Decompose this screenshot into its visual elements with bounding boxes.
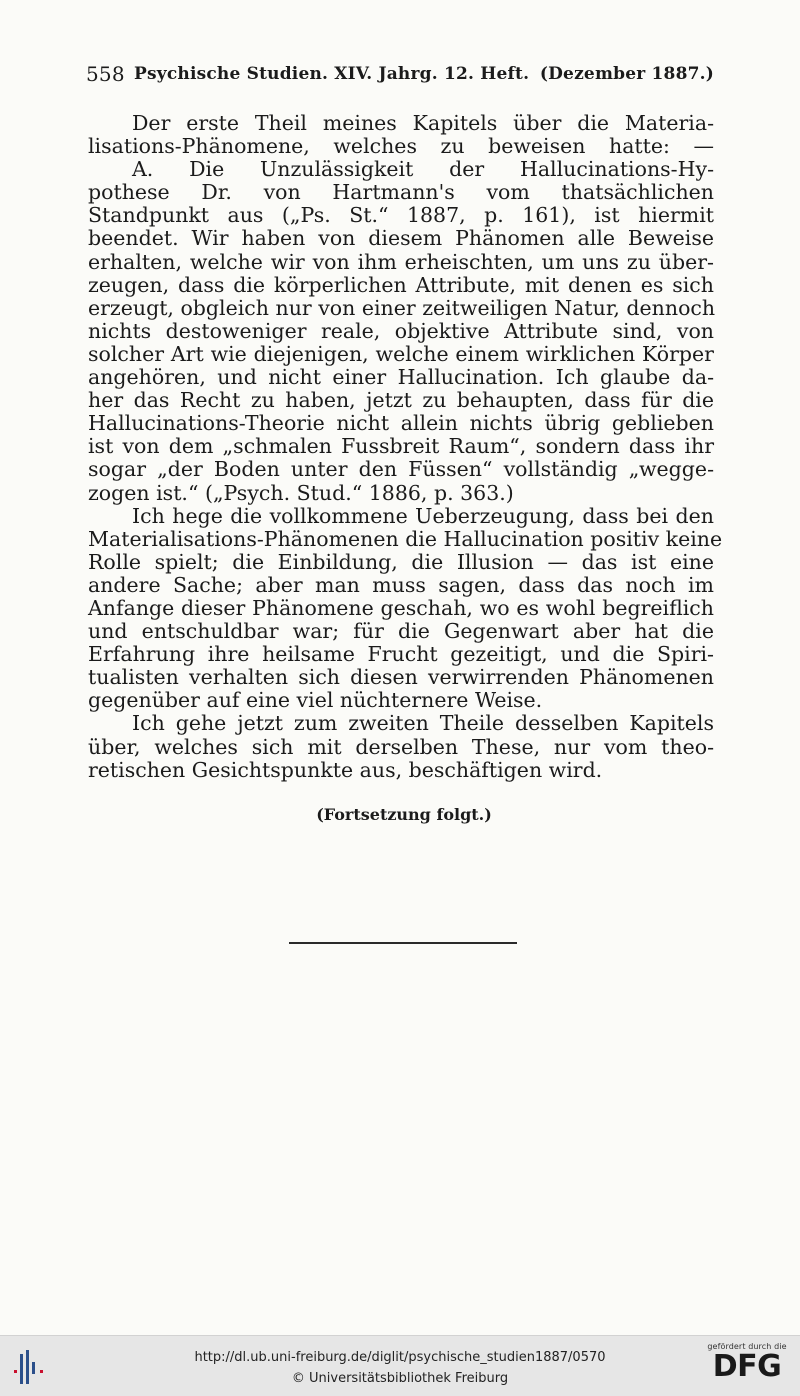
text-line: her das Recht zu haben, jetzt zu behaupten, dass für die — [88, 388, 714, 413]
text-line: nichts destoweniger reale, objektive Attribute sind, von — [88, 318, 714, 343]
text-line: pothese Dr. von Hartmann's vom thatsächlichen — [88, 180, 714, 205]
text-line: gegenüber auf eine viel nüchternere Weise. — [88, 688, 543, 713]
text-line: ist von dem „schmalen Fussbreit Raum“, sondern dass ihr — [88, 434, 714, 459]
dfg-logo — [704, 1340, 790, 1392]
continuation-note-text: (Fortsetzung folgt.) — [316, 805, 492, 824]
text-line: beendet. Wir haben von diesem Phänomen alle Beweise — [88, 226, 714, 251]
text-line: zeugen, dass die körperlichen Attribute, mit denen es sich — [88, 272, 714, 297]
text-line: erzeugt, obgleich nur von einer zeitweiligen Natur, dennoch — [88, 295, 716, 320]
page-url[interactable]: http://dl.ub.uni-freiburg.de/diglit/psychische_studien1887/0570 — [194, 1350, 606, 1365]
text-line: Anfange dieser Phänomene geschah, wo es wohl begreiflich — [88, 595, 714, 620]
text-line: Ich gehe jetzt zum zweiten Theile desselben Kapitels — [132, 711, 714, 736]
text-line: zogen ist.“ („Psych. Stud.“ 1886, p. 363.) — [88, 480, 514, 505]
text-line: über, welches sich mit derselben These, nur vom theo- — [88, 734, 714, 759]
text-line: A. Die Unzulässigkeit der Hallucinations-Hy- — [132, 157, 714, 182]
text-line: Der erste Theil meines Kapitels über die Materia- — [132, 111, 714, 135]
text-line: solcher Art wie diejenigen, welche einem wirklichen Körper — [88, 341, 714, 366]
text-line: Hallucinations-Theorie nicht allein nichts übrig geblieben — [88, 411, 714, 436]
dfg-funding-text: gefördert durch die — [707, 1342, 787, 1351]
text-line: angehören, und nicht einer Hallucination. Ich glaube da- — [88, 365, 714, 390]
text-line: Rolle spielt; die Einbildung, die Illusion — das ist eine — [88, 549, 714, 574]
running-title: Psychische Studien. XIV. Jahrg. 12. Heft. — [134, 64, 530, 84]
text-line: lisations-Phänomene, welches zu beweisen hatte: — — [88, 134, 714, 159]
text-line: retischen Gesichtspunkte aus, beschäftigen wird. — [88, 757, 603, 782]
viewer-footer — [0, 1335, 800, 1396]
text-line: Erfahrung ihre heilsame Frucht gezeitigt, und die Spiri- — [88, 642, 714, 667]
running-header — [86, 62, 714, 90]
copyright-notice: © Universitätsbibliothek Freiburg — [291, 1371, 509, 1386]
issue-date: (Dezember 1887.) — [539, 64, 714, 84]
end-rule — [289, 942, 517, 944]
page-number: 558 — [86, 62, 125, 86]
text-line: erhalten, welche wir von ihm erheischten, um uns zu über- — [88, 249, 714, 274]
continuation-note — [0, 805, 800, 824]
body-text — [88, 111, 723, 782]
text-line: sogar „der Boden unter den Füssen“ vollständig „wegge- — [88, 457, 714, 482]
text-line: und entschuldbar war; für die Gegenwart aber hat die — [88, 619, 714, 644]
text-line: tualisten verhalten sich diesen verwirrenden Phänomenen — [88, 665, 714, 690]
text-line: Materialisations-Phänomenen die Hallucination positiv keine — [88, 526, 723, 551]
text-line: Standpunkt aus („Ps. St.“ 1887, p. 161), ist hiermit — [88, 203, 714, 228]
dfg-logo-text: DFG — [712, 1349, 782, 1384]
text-line: andere Sache; aber man muss sagen, dass das noch im — [88, 572, 714, 597]
text-line: Ich hege die vollkommene Ueberzeugung, dass bei den — [132, 503, 714, 528]
